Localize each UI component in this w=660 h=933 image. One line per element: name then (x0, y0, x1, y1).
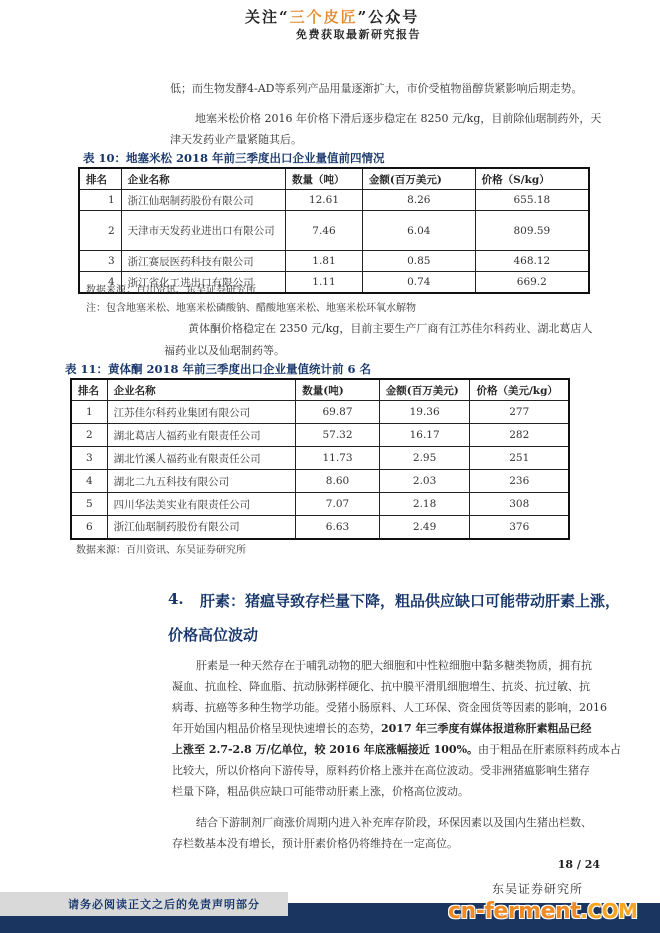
company-cell: 浙江赛辰医药科技有限公司 (121, 251, 285, 272)
section4-p1-line4 (172, 718, 591, 739)
amount-cell: 6.04 (362, 211, 475, 251)
section4-p1-line3: 病毒、抗癌等多种生物学功能。受猪小肠原料、人工环保、资金囤货等因素的影响，2016 (172, 701, 607, 714)
section4-p2-line2: 存栏数基本没有增长，预计肝素价格仍将维持在一定高位。 (172, 837, 458, 850)
section4-p1-line4-normal: 年开始国内粗品价格呈现快速增长的态势， (172, 722, 381, 735)
section4-title-line1: 肝素：猪瘟导致存栏量下降，粗品供应缺口可能带动肝素上涨， (200, 592, 621, 610)
qty-cell: 7.46 (286, 211, 363, 251)
qty-cell: 1.11 (286, 272, 363, 294)
amount-cell: 2.49 (379, 516, 470, 539)
table10-header-qty: 数量（吨） (286, 168, 363, 190)
qty-cell: 12.61 (286, 190, 363, 211)
rank-cell: 5 (71, 493, 107, 516)
table11-header-rank: 排名 (71, 379, 107, 401)
qty-cell: 11.73 (296, 447, 380, 470)
qty-cell: 69.87 (296, 401, 380, 424)
rank-cell: 1 (79, 190, 121, 211)
table11-header-company: 企业名称 (107, 379, 296, 401)
amount-cell: 0.74 (362, 272, 475, 294)
amount-cell: 2.95 (379, 447, 470, 470)
table-row (71, 516, 569, 539)
section4-p1-line5-bold: 上涨至 2.7-2.8 万/亿单位，较 2016 年底涨幅接近 100%。 (172, 743, 479, 756)
price-cell: 236 (470, 470, 569, 493)
rank-cell: 1 (71, 401, 107, 424)
brand-logo (448, 899, 637, 924)
rank-cell: 3 (71, 447, 107, 470)
table10 (78, 167, 590, 294)
mid-paragraph-line2: 福药业以及仙琚制药等。 (164, 344, 285, 357)
price-cell: 251 (470, 447, 569, 470)
company-cell: 浙江省化工进出口有限公司 (121, 272, 285, 294)
amount-cell: 0.85 (362, 251, 475, 272)
watermark-pre: 关注“ (245, 8, 290, 26)
section4-title-line2: 价格高位波动 (168, 626, 259, 644)
table11-header-qty: 数量(吨) (296, 379, 380, 401)
table11-header-price: 价格（美元/kg） (470, 379, 569, 401)
table10-header-row (79, 168, 589, 190)
section4-p1-line1: 肝素是一种天然存在于哺乳动物的肥大细胞和中性粒细胞中黏多糖类物质，拥有抗 (196, 659, 592, 672)
price-cell: 468.12 (475, 251, 589, 272)
table-row (79, 251, 589, 272)
company-cell: 浙江仙琚制药股份有限公司 (107, 516, 296, 539)
table10-caption: 表 10：地塞米松 2018 年前三季度出口企业量值前四情况 (83, 151, 385, 165)
price-cell: 308 (470, 493, 569, 516)
brand-suffix: .COM (580, 899, 638, 923)
watermark-line1 (245, 6, 419, 27)
amount-cell: 2.03 (379, 470, 470, 493)
table-row (71, 447, 569, 470)
rank-cell: 2 (79, 211, 121, 251)
table11-header-amount: 金额(百万美元) (379, 379, 470, 401)
watermark-highlight: 三个皮匠 (289, 8, 358, 26)
section4-number: 4. (168, 590, 184, 608)
amount-cell: 19.36 (379, 401, 470, 424)
qty-cell: 7.07 (296, 493, 380, 516)
company-cell: 湖北竹溪人福药业有限责任公司 (107, 447, 296, 470)
mid-paragraph-line1: 黄体酮价格稳定在 2350 元/kg，目前主要生产厂商有江苏佳尔科药业、湖北葛店人 (188, 322, 593, 335)
amount-cell: 16.17 (379, 424, 470, 447)
qty-cell: 8.60 (296, 470, 380, 493)
table-row (71, 493, 569, 516)
watermark-post: ”公众号 (357, 8, 420, 26)
price-cell: 282 (470, 424, 569, 447)
section4-p1-line5 (172, 739, 621, 760)
qty-cell: 6.63 (296, 516, 380, 539)
section4-p1-line4-bold: 2017 年三季度有媒体报道称肝素粗品已经 (381, 722, 592, 735)
section4-p1-line5-normal: 由于粗品在肝素原料药成本占 (478, 743, 622, 756)
section4-p2-line1: 结合下游制剂厂商涨价周期内进入补充库存阶段，环保因素以及国内生猪出栏数、 (196, 816, 592, 829)
section4-p1-line2: 凝血、抗血栓、降血脂、抗动脉粥样硬化、抗中膜平滑肌细胞增生、抗炎、抗过敏、抗 (172, 680, 590, 693)
company-cell: 湖北葛店人福药业有限责任公司 (107, 424, 296, 447)
table10-header-company: 企业名称 (121, 168, 285, 190)
table10-header-amount: 金额(百万美元) (362, 168, 475, 190)
section4-p1-line6: 比较大，所以价格向下游传导，原料药价格上涨并在高位波动。受非洲猪瘟影响生猪存 (172, 764, 590, 777)
rank-cell: 3 (79, 251, 121, 272)
price-cell: 655.18 (475, 190, 589, 211)
table-row (79, 211, 589, 251)
table11-source: 数据来源：百川资讯、东吴证券研究所 (76, 545, 246, 556)
table-row (71, 401, 569, 424)
company-cell: 四川华法美实业有限责任公司 (107, 493, 296, 516)
qty-cell: 1.81 (286, 251, 363, 272)
table10-note: 注：包含地塞米松、地塞米松磷酸钠、醋酸地塞米松、地塞米松环氧水解物 (86, 303, 416, 314)
rank-cell: 4 (71, 470, 107, 493)
company-cell: 湖北二九五科技有限公司 (107, 470, 296, 493)
table-row (79, 190, 589, 211)
company-cell: 江苏佳尔科药业集团有限公司 (107, 401, 296, 424)
brand-main: cn-ferment (448, 899, 581, 924)
price-cell: 669.2 (475, 272, 589, 294)
footer-org: 东吴证券研究所 (492, 882, 584, 896)
table10-header-rank: 排名 (79, 168, 121, 190)
price-cell: 809.59 (475, 211, 589, 251)
section4-p1-line7: 栏量下降，粗品供应缺口可能带动肝素上涨，价格高位波动。 (172, 785, 469, 798)
rank-cell: 6 (71, 516, 107, 539)
amount-cell: 8.26 (362, 190, 475, 211)
intro-paragraph-1: 低；而生物发酵4-AD等系列产品用量逐渐扩大，市价受植物甾醇货紧影响后期走势。 (170, 82, 583, 95)
table10-source: 数据来源：百川资讯、东吴证券研究所 (86, 285, 256, 296)
table-row (71, 470, 569, 493)
watermark-line2: 免费获取最新研究报告 (296, 28, 421, 41)
page-number: 18 / 24 (557, 858, 600, 871)
table11 (70, 378, 570, 540)
rank-cell: 4 (79, 272, 121, 294)
intro-paragraph-2-line2: 津天发药业产量紧随其后。 (170, 133, 302, 146)
intro-paragraph-2-line1: 地塞米松价格 2016 年价格下滑后逐步稳定在 8250 元/kg，目前除仙琚制药外，天 (195, 112, 602, 125)
table11-caption: 表 11：黄体酮 2018 年前三季度出口企业量值统计前 6 名 (65, 362, 372, 376)
table10-header-price: 价格（S/kg） (475, 168, 589, 190)
company-cell: 天津市天发药业进出口有限公司 (121, 211, 285, 251)
price-cell: 277 (470, 401, 569, 424)
footer-disclaimer: 请务必阅读正文之后的免责声明部分 (68, 898, 260, 911)
amount-cell: 2.18 (379, 493, 470, 516)
table-row (71, 424, 569, 447)
price-cell: 376 (470, 516, 569, 539)
table11-header-row (71, 379, 569, 401)
rank-cell: 2 (71, 424, 107, 447)
qty-cell: 57.32 (296, 424, 380, 447)
company-cell: 浙江仙琚制药股份有限公司 (121, 190, 285, 211)
